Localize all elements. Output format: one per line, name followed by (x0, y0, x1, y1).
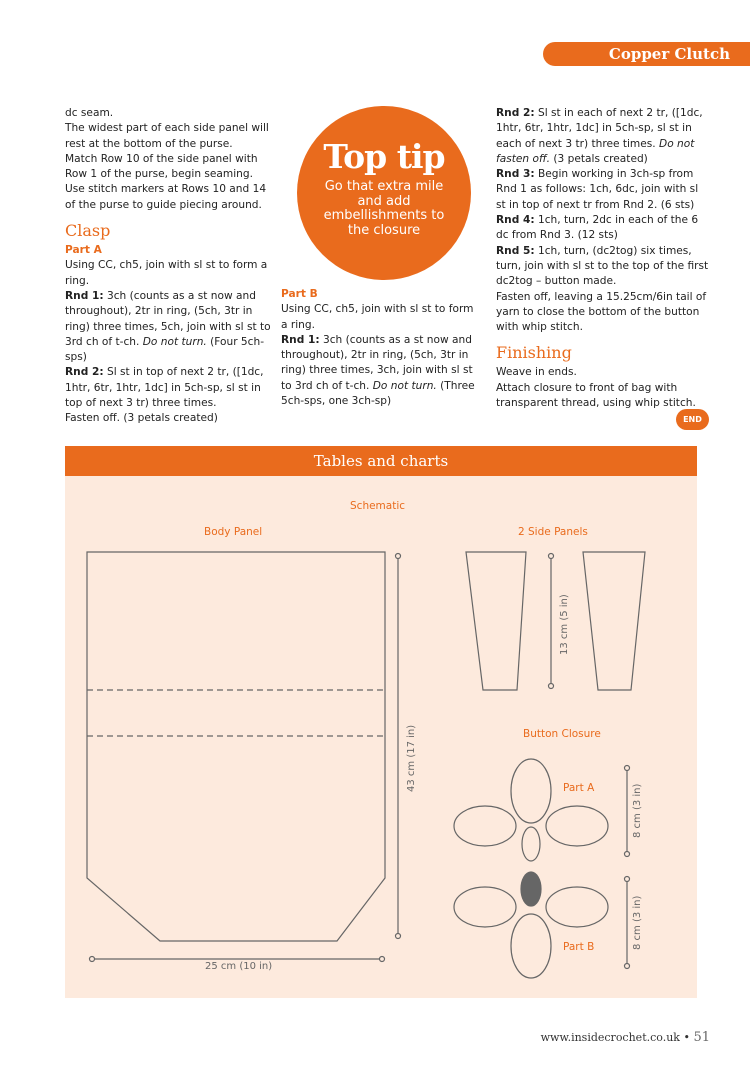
page-number: 51 (693, 1030, 710, 1045)
fasten-off-a: Fasten off. (3 petals created) (65, 412, 218, 425)
part-a-size-label: 8 cm (3 in) (632, 783, 643, 838)
part-b-size-label: 8 cm (3 in) (632, 895, 643, 950)
rnd-text: 1ch, turn, 2dc in each of the 6 dc from Rnd 3. (12 sts) (496, 214, 699, 242)
rnd-text: 3ch (counts as a st now and throughout), 2tr in ring, (5ch, 3tr in ring) three times, 5ch, join with sl st to 3rd ch of t-ch. (65, 289, 271, 348)
part-b-label: Part B (563, 941, 595, 953)
rnd-text: Sl st in top of next 2 tr, ([1dc, 1htr, 6tr, 1htr, 1dc] in 5ch-sp, sl st in top of next 3 tr) three times. (65, 366, 264, 410)
intro-line: dc seam. (65, 107, 114, 119)
top-tip-text: Go that extra mile and add embellishments to the closure (323, 179, 445, 238)
schematic-diagram (65, 476, 697, 998)
schematic-label: Schematic (350, 500, 406, 512)
rnd-text: 1ch, turn, (dc2tog) six times, turn, join with sl st to the top of the first dc2tog – button made. (496, 244, 709, 288)
part-a-line: Using CC, ch5, join with sl st to form a ring. (65, 259, 268, 287)
rnd-italic: Do not fasten off. (496, 137, 695, 165)
dimension-end (549, 554, 554, 559)
attach-line: Attach closure to front of bag with transparent thread, using whip stitch. (496, 381, 696, 410)
button-center (521, 872, 541, 906)
dimension-end (549, 684, 554, 689)
intro-line: Use stitch markers at Rows 10 and 14 of the purse to guide piecing around. (65, 183, 267, 211)
part-b-heading: Part B (281, 288, 318, 300)
end-badge: END (676, 409, 709, 430)
weave-line: Weave in ends. (496, 366, 577, 379)
column-3 (496, 106, 710, 411)
footer (541, 1030, 710, 1045)
charts-title: Tables and charts (65, 446, 697, 476)
button-closure-label: Button Closure (523, 728, 601, 740)
part-b-line: Using CC, ch5, join with sl st to form a ring. (281, 303, 474, 331)
rnd-text: Sl st in each of next 2 tr, ([1dc, 1htr, 6tr, 1htr, 1dc] in 5ch-sp, sl st in each of next 3 tr) three times. (496, 107, 703, 150)
petal (454, 806, 516, 846)
dimension-end (625, 964, 630, 969)
rnd1-b (281, 333, 481, 409)
finishing-heading: Finishing (496, 343, 572, 363)
body-panel-label: Body Panel (204, 526, 263, 538)
rnd1-a (65, 289, 279, 365)
part-a-heading: Part A (65, 244, 102, 257)
top-tip-badge (297, 106, 471, 280)
rnd-label: Rnd 1: (281, 333, 320, 346)
footer-url: www.insidecrochet.co.uk (540, 1031, 680, 1044)
rnd3 (496, 167, 710, 213)
dimension-end (625, 852, 630, 857)
rnd-label: Rnd 3: (496, 168, 535, 181)
rnd5 (496, 244, 710, 290)
dimension-end (380, 957, 385, 962)
side-height-label: 13 cm (5 in) (559, 594, 570, 655)
dimension-end (625, 877, 630, 882)
rnd-text: 3ch (counts as a st now and throughout), 2tr in ring, (5ch, 3tr in ring) three times, 3ch, join with sl st to 3rd ch of t-ch. (281, 333, 473, 392)
dimension-end (396, 934, 401, 939)
dimension-end (90, 957, 95, 962)
body-height-label: 43 cm (17 in) (406, 724, 417, 792)
rnd-end: (3 petals created) (553, 152, 648, 165)
petal (511, 914, 551, 978)
footer-bullet: • (683, 1031, 690, 1044)
rnd-end: (Four 5ch-sps) (65, 335, 265, 364)
rnd2-a (65, 365, 279, 411)
center-circle (522, 827, 540, 861)
petal (454, 887, 516, 927)
rnd-italic: Do not turn. (142, 335, 207, 348)
column-1 (65, 106, 279, 427)
dimension-end (625, 766, 630, 771)
intro-line: Match Row 10 of the side panel with Row 1 of the purse, begin seaming. (65, 152, 258, 181)
rnd-italic: Do not turn. (372, 379, 437, 392)
rnd-text: Begin working in 3ch-sp from Rnd 1 as follows: 1ch, 6dc, join with sl st in top of next tr from Rnd 2. (6 sts) (496, 168, 699, 211)
petal (546, 806, 608, 846)
column-2 (281, 287, 481, 409)
petal (546, 887, 608, 927)
petal (511, 759, 551, 823)
fasten-off-b: Fasten off, leaving a 15.25cm/6in tail of yarn to close the bottom of the button with whip stitch. (496, 290, 707, 334)
side-panel-left (466, 552, 526, 690)
side-panel-right (583, 552, 645, 690)
part-a-label: Part A (563, 782, 595, 794)
body-width-label: 25 cm (10 in) (205, 961, 273, 972)
rnd-end: (Three 5ch-sps, one 3ch-sp) (281, 379, 475, 408)
side-panels-label: 2 Side Panels (518, 526, 588, 538)
body-panel-outline (87, 552, 385, 941)
section-tab (543, 42, 750, 66)
rnd-label: Rnd 1: (65, 289, 104, 302)
rnd-label: Rnd 5: (496, 244, 535, 257)
rnd-label: Rnd 4: (496, 214, 535, 227)
section-tab-title: Copper Clutch (608, 45, 730, 63)
rnd4 (496, 213, 710, 244)
rnd2-b (496, 106, 710, 167)
top-tip-title: Top tip (323, 137, 445, 176)
clasp-heading: Clasp (65, 221, 111, 241)
rnd-label: Rnd 2: (496, 107, 535, 119)
dimension-end (396, 554, 401, 559)
rnd-label: Rnd 2: (65, 366, 104, 379)
intro-line: The widest part of each side panel will rest at the bottom of the purse. (65, 122, 269, 150)
